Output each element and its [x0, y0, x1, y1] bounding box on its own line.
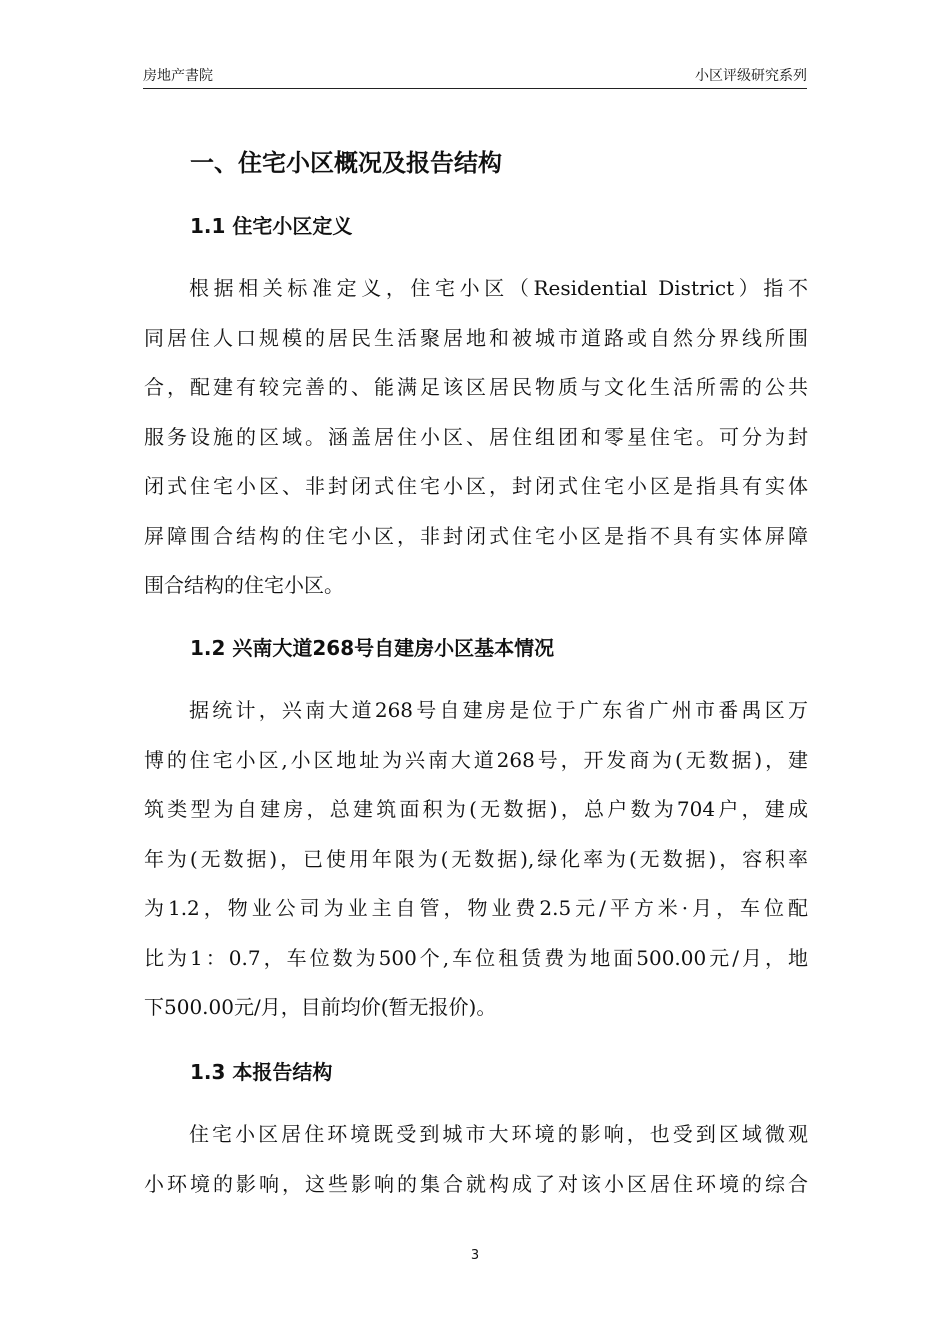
paragraph-line: 根据相关标准定义，住宅小区（Residential District）指不: [189, 276, 808, 300]
section-heading-1-3: 1.3 本报告结构: [190, 1060, 333, 1084]
paragraph-line: 年为(无数据)，已使用年限为(无数据),绿化率为(无数据)，容积率: [144, 846, 808, 871]
paragraph-line: 住宅小区居住环境既受到城市大环境的影响，也受到区域微观: [189, 1122, 808, 1146]
chapter-title: 一、住宅小区概况及报告结构: [190, 149, 502, 177]
section-heading-1-1: 1.1 住宅小区定义: [190, 214, 353, 238]
paragraph-line: 为1.2，物业公司为业主自管，物业费2.5元/平方米·月，车位配: [144, 896, 808, 920]
paragraph-line: 合，配建有较完善的、能满足该区居民物质与文化生活所需的公共: [144, 375, 808, 399]
paragraph-line: 围合结构的住宅小区。: [144, 573, 344, 597]
page-header: [143, 66, 807, 89]
section-body-1-1: [144, 264, 808, 611]
header-series-title: 小区评级研究系列: [695, 68, 807, 84]
paragraph-line: 小环境的影响，这些影响的集合就构成了对该小区居住环境的综合: [144, 1171, 808, 1196]
paragraph-line: 闭式住宅小区、非封闭式住宅小区，封闭式住宅小区是指具有实体: [144, 474, 808, 498]
paragraph-line: 同居住人口规模的居民生活聚居地和被城市道路或自然分界线所围: [144, 325, 808, 350]
paragraph-line: 比为1：0.7，车位数为500个,车位租赁费为地面500.00元/月，地: [144, 945, 808, 970]
paragraph-line: 据统计，兴南大道268号自建房是位于广东省广州市番禺区万: [189, 698, 808, 722]
paragraph-line: 下500.00元/月，目前均价(暂无报价)。: [144, 995, 497, 1019]
paragraph-line: 筑类型为自建房，总建筑面积为(无数据)，总户数为704户，建成: [144, 797, 808, 821]
section-heading-1-2: 1.2 兴南大道268号自建房小区基本情况: [190, 636, 555, 660]
paragraph-line: 屏障围合结构的住宅小区，非封闭式住宅小区是指不具有实体屏障: [144, 523, 808, 548]
section-body-1-3: [144, 1110, 808, 1209]
paragraph-line: 博的住宅小区,小区地址为兴南大道268号，开发商为(无数据)，建: [144, 747, 808, 772]
header-publisher: 房地产書院: [143, 68, 213, 84]
section-body-1-2: [144, 686, 808, 1033]
paragraph-line: 服务设施的区域。涵盖居住小区、居住组团和零星住宅。可分为封: [144, 424, 808, 449]
page-number: 3: [470, 1248, 480, 1263]
